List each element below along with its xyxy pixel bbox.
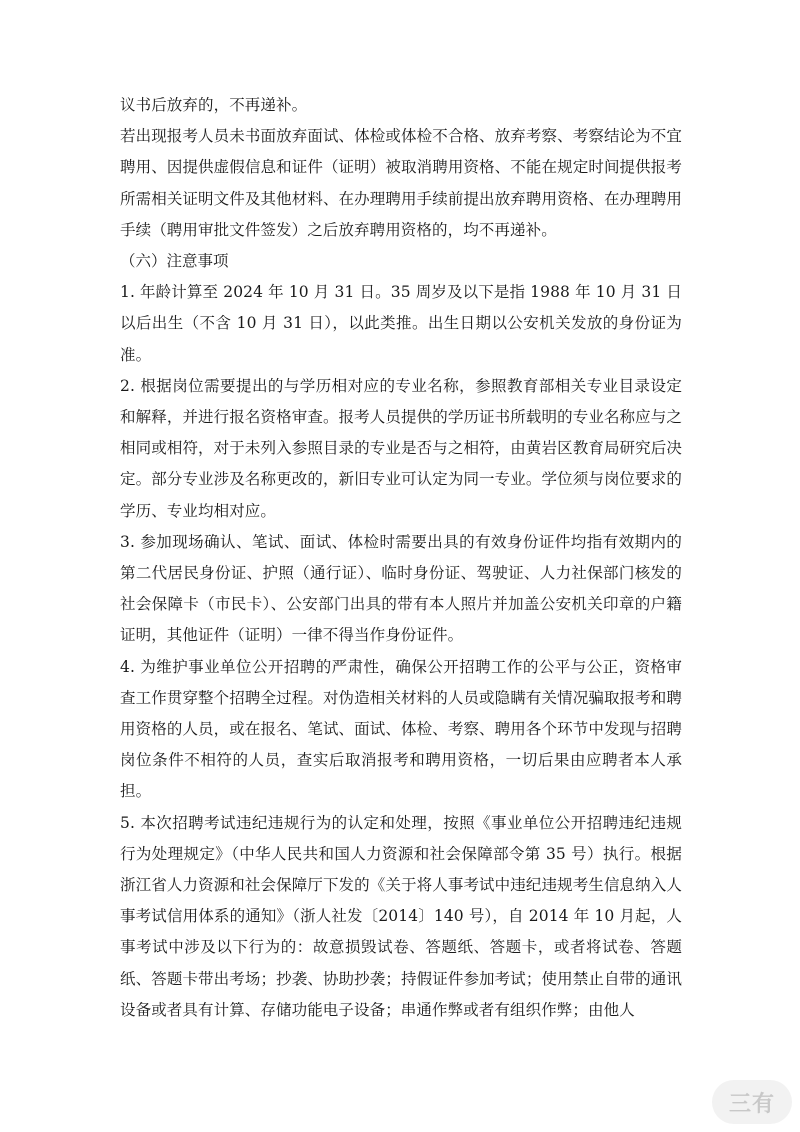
paragraph-item-1: 1. 年龄计算至 2024 年 10 月 31 日。35 周岁及以下是指 1988 年 10 月 31 日以后出生（不含 10 月 31 日），以此类推。出生日期以公安机关发放的身份证为准。 [120, 283, 682, 364]
paragraph-item-2: 2. 根据岗位需要提出的与学历相对应的专业名称，参照教育部相关专业目录设定和解释，并进行报名资格审查。报考人员提供的学历证书所载明的专业名称应与之相同或相符，对于未列入参照目录的专业是否与之相符，由黄岩区教育局研究后决定。部分专业涉及名称更改的，新旧专业可认定为同一专业。学位须与岗位要求的学历、专业均相对应。 [120, 376, 682, 520]
paragraph-item-4: 4. 为维护事业单位公开招聘的严肃性，确保公开招聘工作的公平与公正，资格审查工作贯穿整个招聘全过程。对伪造相关材料的人员或隐瞒有关情况骗取报考和聘用资格的人员，或在报名、笔试、面试、体检、考察、聘用各个环节中发现与招聘岗位条件不相符的人员，查实后取消报考和聘用资格，一切后果由应聘者本人承担。 [120, 657, 682, 801]
paragraph-item-5: 5. 本次招聘考试违纪违规行为的认定和处理，按照《事业单位公开招聘违纪违规行为处理规定》（中华人民共和国人力资源和社会保障部令第 35 号）执行。根据浙江省人力资源和社会保障厅下发的《关于将人事考试中违纪违规考生信息纳入人事考试信用体系的通知》（浙人社发〔2014〕140 号），自 2014 年 10 月起，人事考试中涉及以下行为的：故意损毁试卷、答题纸、答题卡，或者将试卷、答题纸、答题卡带出考场；抄袭、协助抄袭；持假证件参加考试；使用禁止自带的通讯设备或者具有计算、存储功能电子设备；串通作弊或者有组织作弊；由他人 [120, 813, 682, 1019]
paragraph-continuation: 议书后放弃的，不再递补。 [120, 96, 308, 114]
paragraph-item-3: 3. 参加现场确认、笔试、面试、体检时需要出具的有效身份证件均指有效期内的第二代居民身份证、护照（通行证）、临时身份证、驾驶证、人力社保部门核发的社会保障卡（市民卡）、公安部门出具的带有本人照片并加盖公安机关印章的户籍证明，其他证件（证明）一律不得当作身份证件。 [120, 532, 682, 645]
paragraph-no-substitution: 若出现报考人员未书面放弃面试、体检或体检不合格、放弃考察、考察结论为不宜聘用、因提供虚假信息和证件（证明）被取消聘用资格、不能在规定时间提供报考所需相关证明文件及其他材料、在办理聘用手续前提出放弃聘用资格、在办理聘用手续（聘用审批文件签发）之后放弃聘用资格的，均不再递补。 [120, 127, 682, 239]
watermark-logo [712, 1080, 792, 1124]
document-body [120, 90, 682, 1026]
watermark-text: 三有 [728, 1091, 775, 1117]
section-heading-notes: （六）注意事项 [120, 252, 229, 271]
